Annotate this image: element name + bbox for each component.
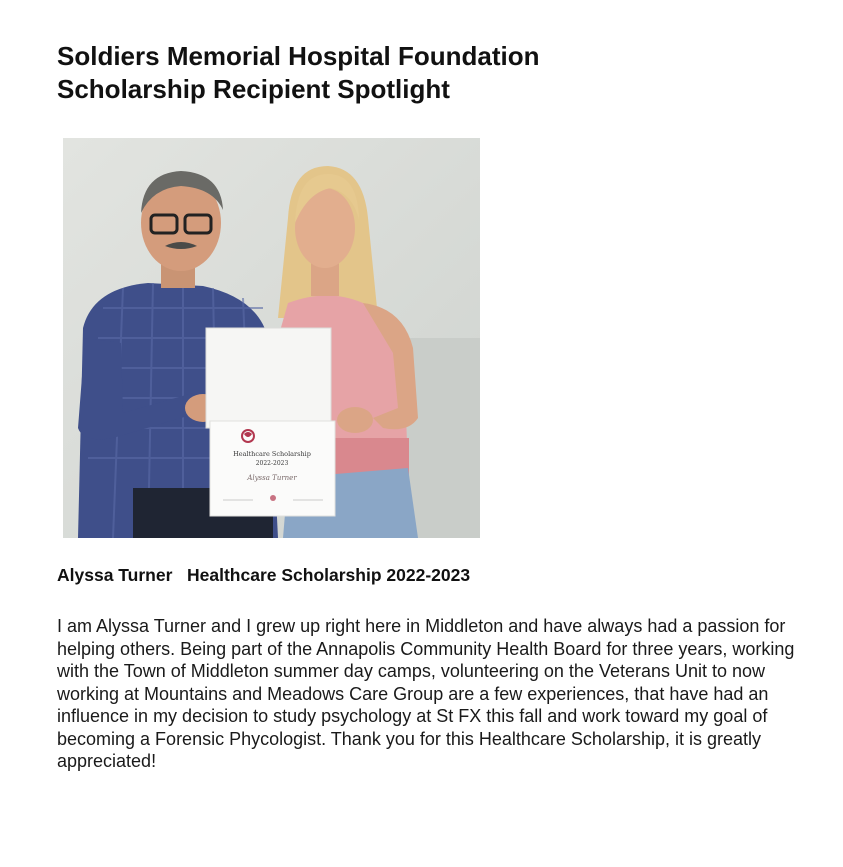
recipient-name: Alyssa Turner — [57, 565, 173, 585]
recipient-photo — [63, 138, 480, 538]
certificate — [206, 328, 335, 516]
certificate-title: Healthcare Scholarship — [233, 450, 311, 458]
recipient-caption — [57, 565, 470, 586]
page-title — [57, 40, 540, 106]
certificate-upper — [206, 328, 331, 428]
scholarship-name: Healthcare Scholarship 2022-2023 — [187, 565, 471, 585]
title-line-2: Scholarship Recipient Spotlight — [57, 74, 450, 104]
title-line-1: Soldiers Memorial Hospital Foundation — [57, 41, 540, 71]
woman-hand — [337, 407, 373, 433]
certificate-years: 2022-2023 — [255, 460, 289, 467]
recipient-statement: I am Alyssa Turner and I grew up right here in Middleton and have always had a passion for helping others. Being part of the Annapolis Community Health Board for three years, working with the Town of Middleton summer day camps, volunteering on the Veterans Unit to now working at Mountains and Meadows Care Group are a few experiences, that have had an influence in my decision to study psychology at St FX this fall and work toward my goal of becoming a Forensic Phycologist. Thank you for this Healthcare Scholarship, it is greatly appreciated! — [57, 616, 795, 771]
certificate-seal — [270, 495, 276, 501]
certificate-lower — [210, 421, 335, 516]
certificate-name: Alyssa Turner — [247, 474, 297, 482]
